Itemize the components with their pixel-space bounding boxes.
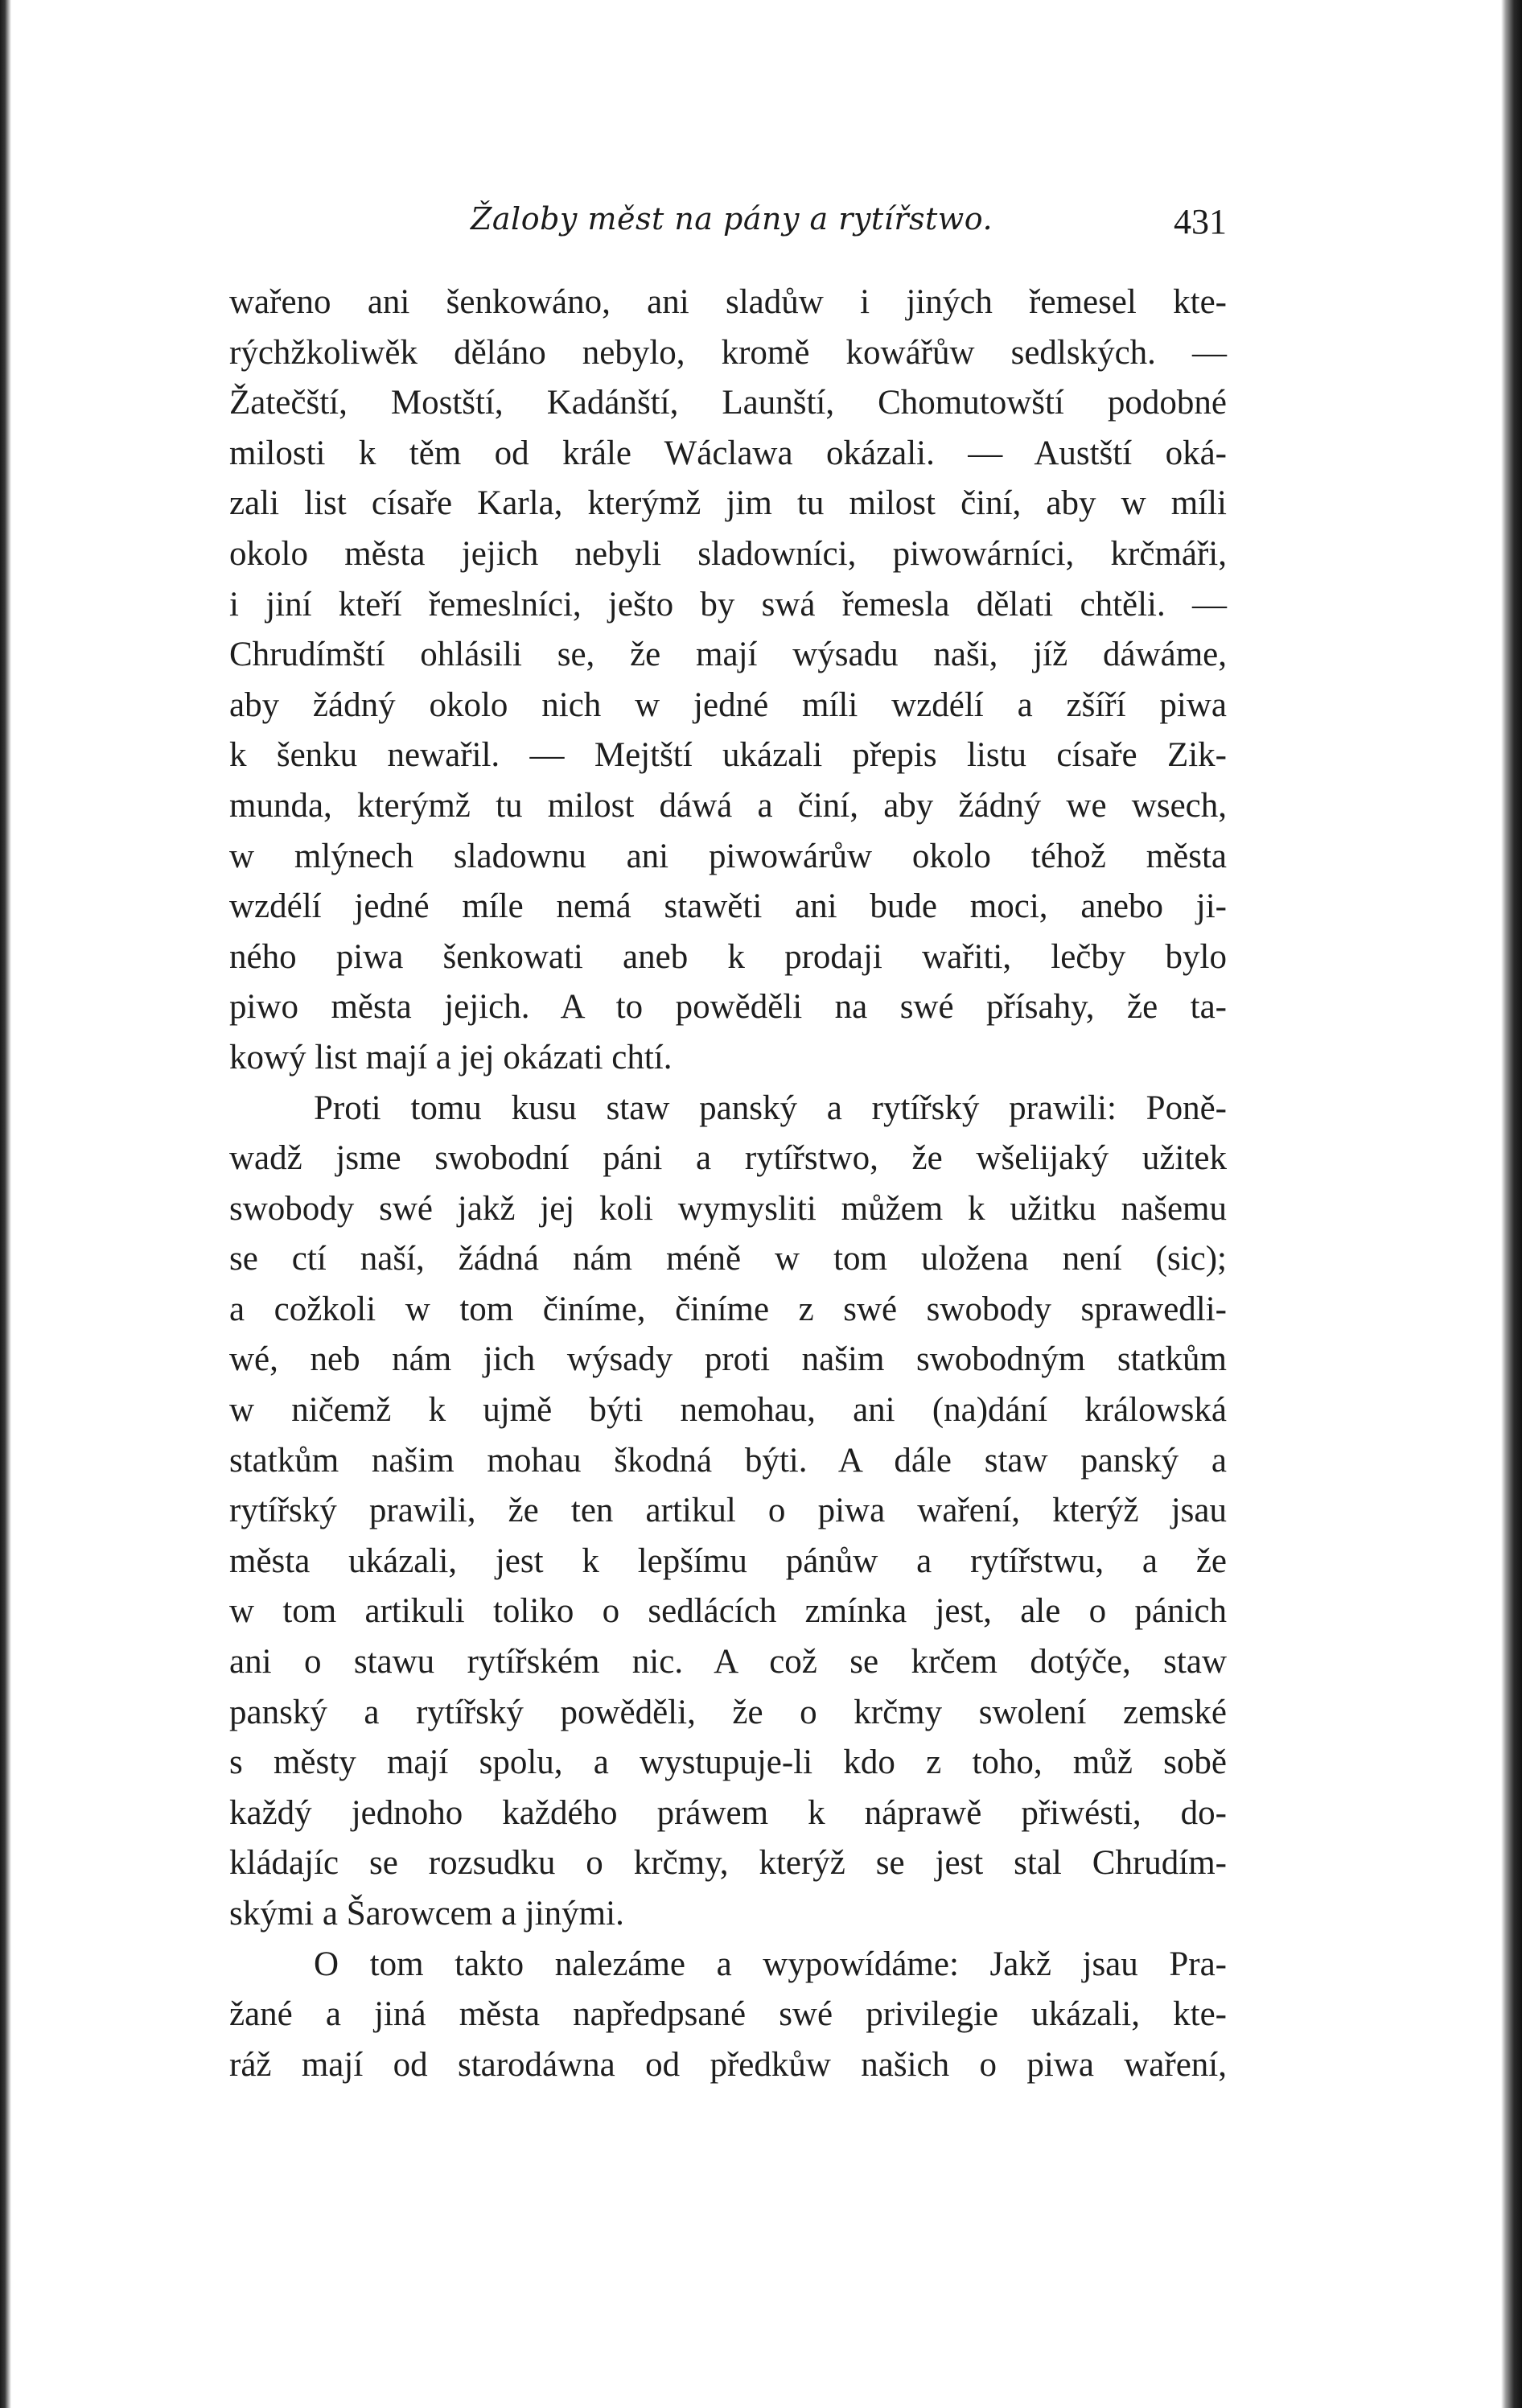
text-line: a cožkoli w tom činíme, činíme z swé swobody sprawedli- <box>229 1290 1227 1328</box>
text-line: rýchžkoliwěk děláno nebylo, kromě kowářůw sedlských. — <box>229 333 1227 372</box>
text-line: piwo města jejich. A to powěděli na swé přísahy, že ta- <box>229 988 1227 1027</box>
text-line: ného piwa šenkowati aneb k prodaji wařiti, lečby bylo <box>229 937 1227 976</box>
scan-edge-right <box>1501 0 1522 2408</box>
text-line: skými a Šarowcem a jinými. <box>229 1895 624 1933</box>
text-line: wařeno ani šenkowáno, ani sladůw i jiných řemesel kte- <box>229 283 1227 321</box>
text-line: se ctí naší, žádná nám méně w tom uložena není (sic); <box>229 1240 1227 1278</box>
text-line: rytířský prawili, že ten artikul o piwa waření, kterýž jsau <box>229 1492 1227 1530</box>
text-line: w ničemž k ujmě býti nemohau, ani (na)dání králowská <box>229 1391 1227 1430</box>
text-line: žané a jiná města napředpsané swé privilegie ukázali, kte- <box>229 1995 1227 2034</box>
text-line: munda, kterýmž tu milost dáwá a činí, aby žádný we wsech, <box>229 786 1227 825</box>
text-line: O tom takto nalezáme a wypowídáme: Jakž jsau Pra- <box>314 1945 1227 1983</box>
text-line: okolo města jejich nebyli sladowníci, piwowárníci, krčmáři, <box>229 534 1227 573</box>
text-line: kowý list mají a jej okázati chtí. <box>229 1038 673 1076</box>
text-line: milosti k těm od krále Wáclawa okázali. — Austští oká- <box>229 434 1227 472</box>
text-line: k šenku newařil. — Mejtští ukázali přepis listu císaře Zik- <box>229 736 1227 775</box>
text-line: i jiní kteří řemeslníci, ješto by swá řemesla dělati chtěli. — <box>229 585 1227 624</box>
text-line: Proti tomu kusu staw panský a rytířský prawili: Poně- <box>314 1089 1227 1127</box>
text-line: wzdélí jedné míle nemá stawěti ani bude moci, anebo ji- <box>229 887 1227 926</box>
body-text <box>229 278 1227 2090</box>
text-line: s městy mají spolu, a wystupuje-li kdo z toho, můž sobě <box>229 1743 1227 1782</box>
text-line: swobody swé jakž jej koli wymysliti můžem k užitku našemu <box>229 1189 1227 1228</box>
running-title: Žaloby měst na pány a rytířstwo. <box>471 201 993 237</box>
text-line: w mlýnech sladownu ani piwowárůw okolo téhož města <box>229 837 1227 875</box>
text-line: zali list císaře Karla, kterýmž jim tu milost činí, aby w míli <box>229 484 1227 523</box>
text-line: wé, neb nám jich wýsady proti našim swobodným statkům <box>229 1340 1227 1379</box>
text-line: statkům našim mohau škodná býti. A dále staw panský a <box>229 1441 1227 1480</box>
text-line: každý jednoho každého práwem k náprawě přiwésti, do- <box>229 1793 1227 1832</box>
text-line: Chrudímští ohlásili se, že mají wýsadu naši, jíž dáwáme, <box>229 636 1227 674</box>
text-line: kládajíc se rozsudku o krčmy, kterýž se jest stal Chrudím- <box>229 1844 1227 1883</box>
text-line: ráž mají od starodáwna od předkůw našich o piwa waření, <box>229 2045 1227 2084</box>
page-header <box>229 201 1227 257</box>
text-line: panský a rytířský powěděli, že o krčmy swolení zemské <box>229 1693 1227 1731</box>
text-line: Žatečští, Mostští, Kadánští, Launští, Chomutowští podobné <box>229 384 1227 422</box>
text-line: ani o stawu rytířském nic. A což se krčem dotýče, staw <box>229 1643 1227 1681</box>
text-line: města ukázali, jest k lepšímu pánůw a rytířstwu, a že <box>229 1542 1227 1580</box>
scan-edge-left <box>0 0 11 2408</box>
text-line: w tom artikuli toliko o sedlácích zmínka jest, ale o pánich <box>229 1592 1227 1631</box>
text-line: wadž jsme swobodní páni a rytířstwo, že wšelijaký užitek <box>229 1139 1227 1178</box>
text-line: aby žádný okolo nich w jedné míli wzdélí a zšíří piwa <box>229 685 1227 724</box>
page-number: 431 <box>1174 202 1227 241</box>
